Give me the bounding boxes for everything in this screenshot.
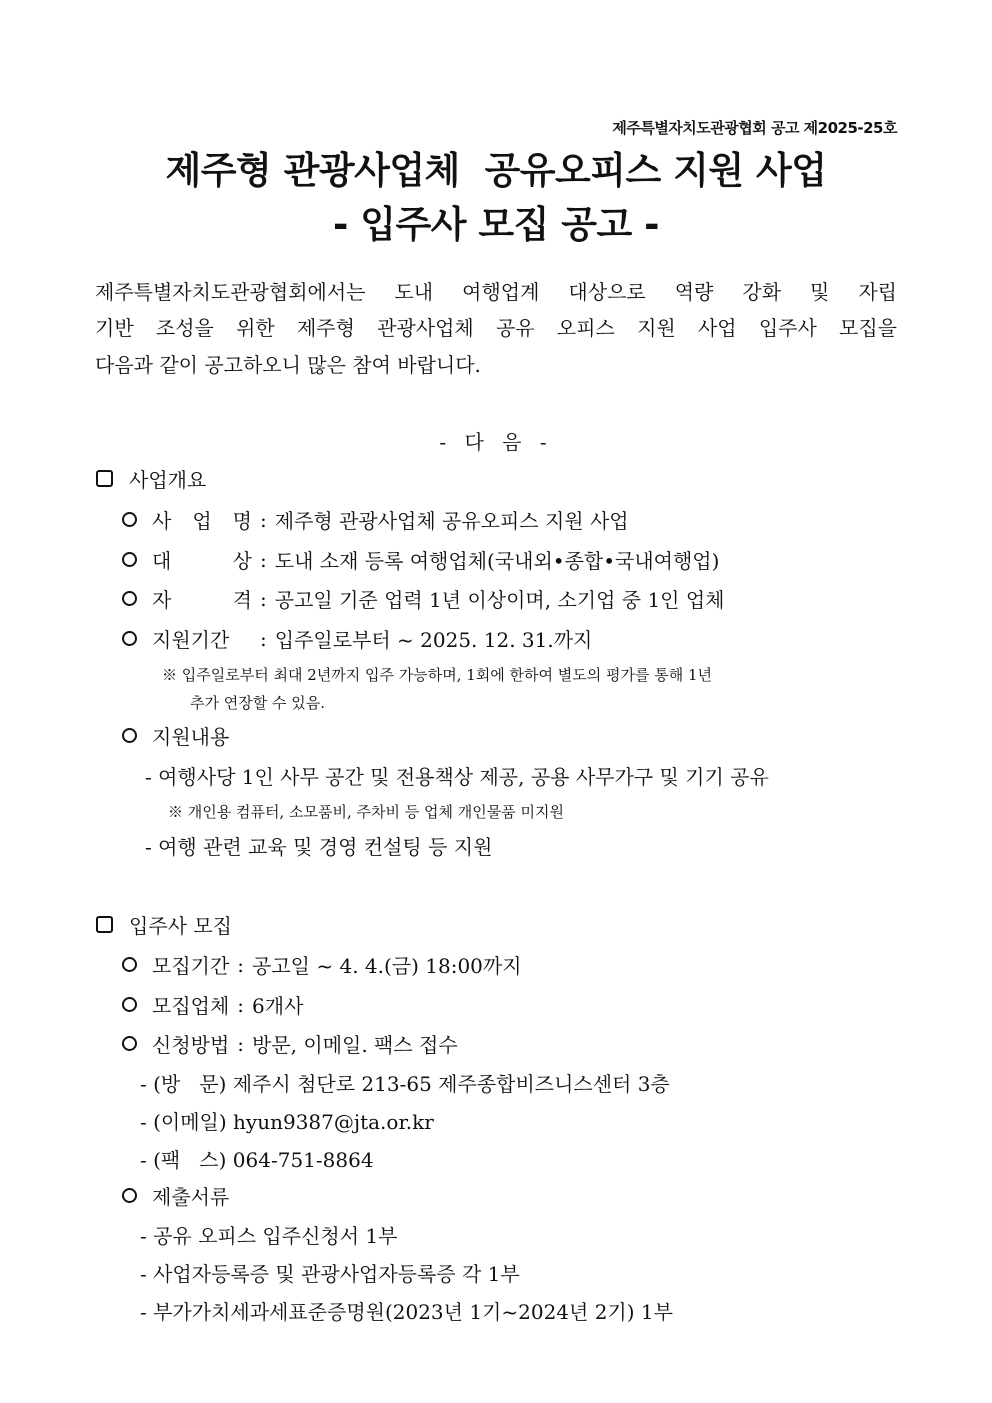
- overview-item-support: [122, 721, 229, 750]
- item-value: 공고일 ~ 4. 4.(금) 18:00까지: [252, 954, 522, 978]
- label-char: 자: [152, 588, 172, 612]
- label-char: 업: [192, 509, 212, 533]
- overview-item-target: [122, 545, 719, 574]
- circle-icon: [122, 957, 137, 972]
- item-label: [152, 545, 252, 574]
- item-label: 제출서류: [152, 1185, 230, 1209]
- notice-number: 제주특별자치도관광협회 공고 제2025-25호: [612, 119, 897, 137]
- circle-icon: [122, 1036, 137, 1051]
- section-heading-overview: [96, 464, 206, 493]
- item-label: [152, 584, 252, 613]
- period-note: ※ 입주일로부터 최대 2년까지 입주 가능하며, 1회에 한하여 별도의 평가를 통해 1년: [162, 666, 713, 684]
- method-fax: - (팩 스) 064-751-8864: [140, 1148, 374, 1172]
- support-detail: - 여행 관련 교육 및 경영 컨설팅 등 지원: [145, 835, 493, 859]
- recruit-item-method: [122, 1029, 458, 1058]
- section-heading-label: 사업개요: [129, 468, 207, 492]
- support-detail: - 여행사당 1인 사무 공간 및 전용책상 제공, 공용 사무가구 및 기기 공유: [145, 765, 769, 789]
- item-label: 모집업체: [152, 994, 230, 1018]
- colon: :: [260, 507, 267, 532]
- intro-line: 제주특별자치도관광협회에서는 도내 여행업계 대상으로 역량 강화 및 자립: [95, 280, 897, 304]
- page-subtitle: - 입주사 모집 공고 -: [333, 203, 659, 246]
- item-label: 신청방법: [152, 1033, 230, 1057]
- item-value: 공고일 기준 업력 1년 이상이며, 소기업 중 1인 업체: [274, 588, 725, 612]
- colon: :: [260, 626, 267, 651]
- method-visit: - (방 문) 제주시 첨단로 213-65 제주종합비즈니스센터 3층: [140, 1072, 670, 1096]
- item-value: 방문, 이메일. 팩스 접수: [252, 1033, 458, 1057]
- circle-icon: [122, 552, 137, 567]
- colon: :: [237, 1031, 245, 1056]
- circle-icon: [122, 1188, 137, 1203]
- circle-icon: [122, 631, 137, 646]
- colon: :: [237, 992, 245, 1017]
- circle-icon: [122, 591, 137, 606]
- item-value: 도내 소재 등록 여행업체(국내외•종합•국내여행업): [274, 549, 720, 573]
- item-value: 6개사: [252, 994, 304, 1018]
- item-value: 입주일로부터 ~ 2025. 12. 31.까지: [274, 628, 593, 652]
- intro-paragraph: [95, 276, 897, 386]
- circle-icon: [122, 997, 137, 1012]
- label-char: 격: [232, 588, 252, 612]
- overview-item-period: [122, 624, 592, 653]
- document-item: - 사업자등록증 및 관광사업자등록증 각 1부: [140, 1262, 520, 1286]
- item-label: 지원내용: [152, 725, 230, 749]
- colon: :: [237, 952, 245, 977]
- label-char: 상: [232, 549, 252, 573]
- item-label: [152, 505, 252, 534]
- period-note-cont: 추가 연장할 수 있음.: [190, 694, 325, 712]
- item-label: 지원기간: [152, 628, 230, 652]
- square-box-icon: [96, 916, 113, 933]
- intro-line: 기반 조성을 위한 제주형 관광사업체 공유 오피스 지원 사업 입주사 모집을: [95, 316, 897, 340]
- recruit-item-period: [122, 950, 522, 979]
- item-value: 제주형 관광사업체 공유오피스 지원 사업: [274, 509, 629, 533]
- recruit-item-count: [122, 990, 303, 1019]
- recruit-item-documents: [122, 1181, 229, 1210]
- section-heading-label: 입주사 모집: [129, 914, 232, 938]
- document-item: - 부가가치세과세표준증명원(2023년 1기~2024년 2기) 1부: [140, 1300, 673, 1324]
- support-note: ※ 개인용 컴퓨터, 소모품비, 주차비 등 업체 개인물품 미지원: [168, 803, 564, 821]
- label-char: 대: [152, 549, 172, 573]
- colon: :: [260, 547, 267, 572]
- overview-item-name: [122, 505, 629, 534]
- label-char: 명: [232, 509, 252, 533]
- page-title: 제주형 관광사업체 공유오피스 지원 사업: [165, 149, 827, 192]
- overview-item-qualification: [122, 584, 725, 613]
- label-char: 사: [152, 509, 172, 533]
- method-email[interactable]: - (이메일) hyun9387@jta.or.kr: [140, 1110, 434, 1134]
- intro-line: 다음과 같이 공고하오니 많은 참여 바랍니다.: [95, 353, 481, 377]
- document-item: - 공유 오피스 입주신청서 1부: [140, 1224, 398, 1248]
- section-heading-recruitment: [96, 910, 232, 939]
- square-box-icon: [96, 470, 113, 487]
- colon: :: [260, 586, 267, 611]
- daum-divider: - 다 음 -: [439, 430, 553, 454]
- circle-icon: [122, 512, 137, 527]
- circle-icon: [122, 728, 137, 743]
- item-label: 모집기간: [152, 954, 230, 978]
